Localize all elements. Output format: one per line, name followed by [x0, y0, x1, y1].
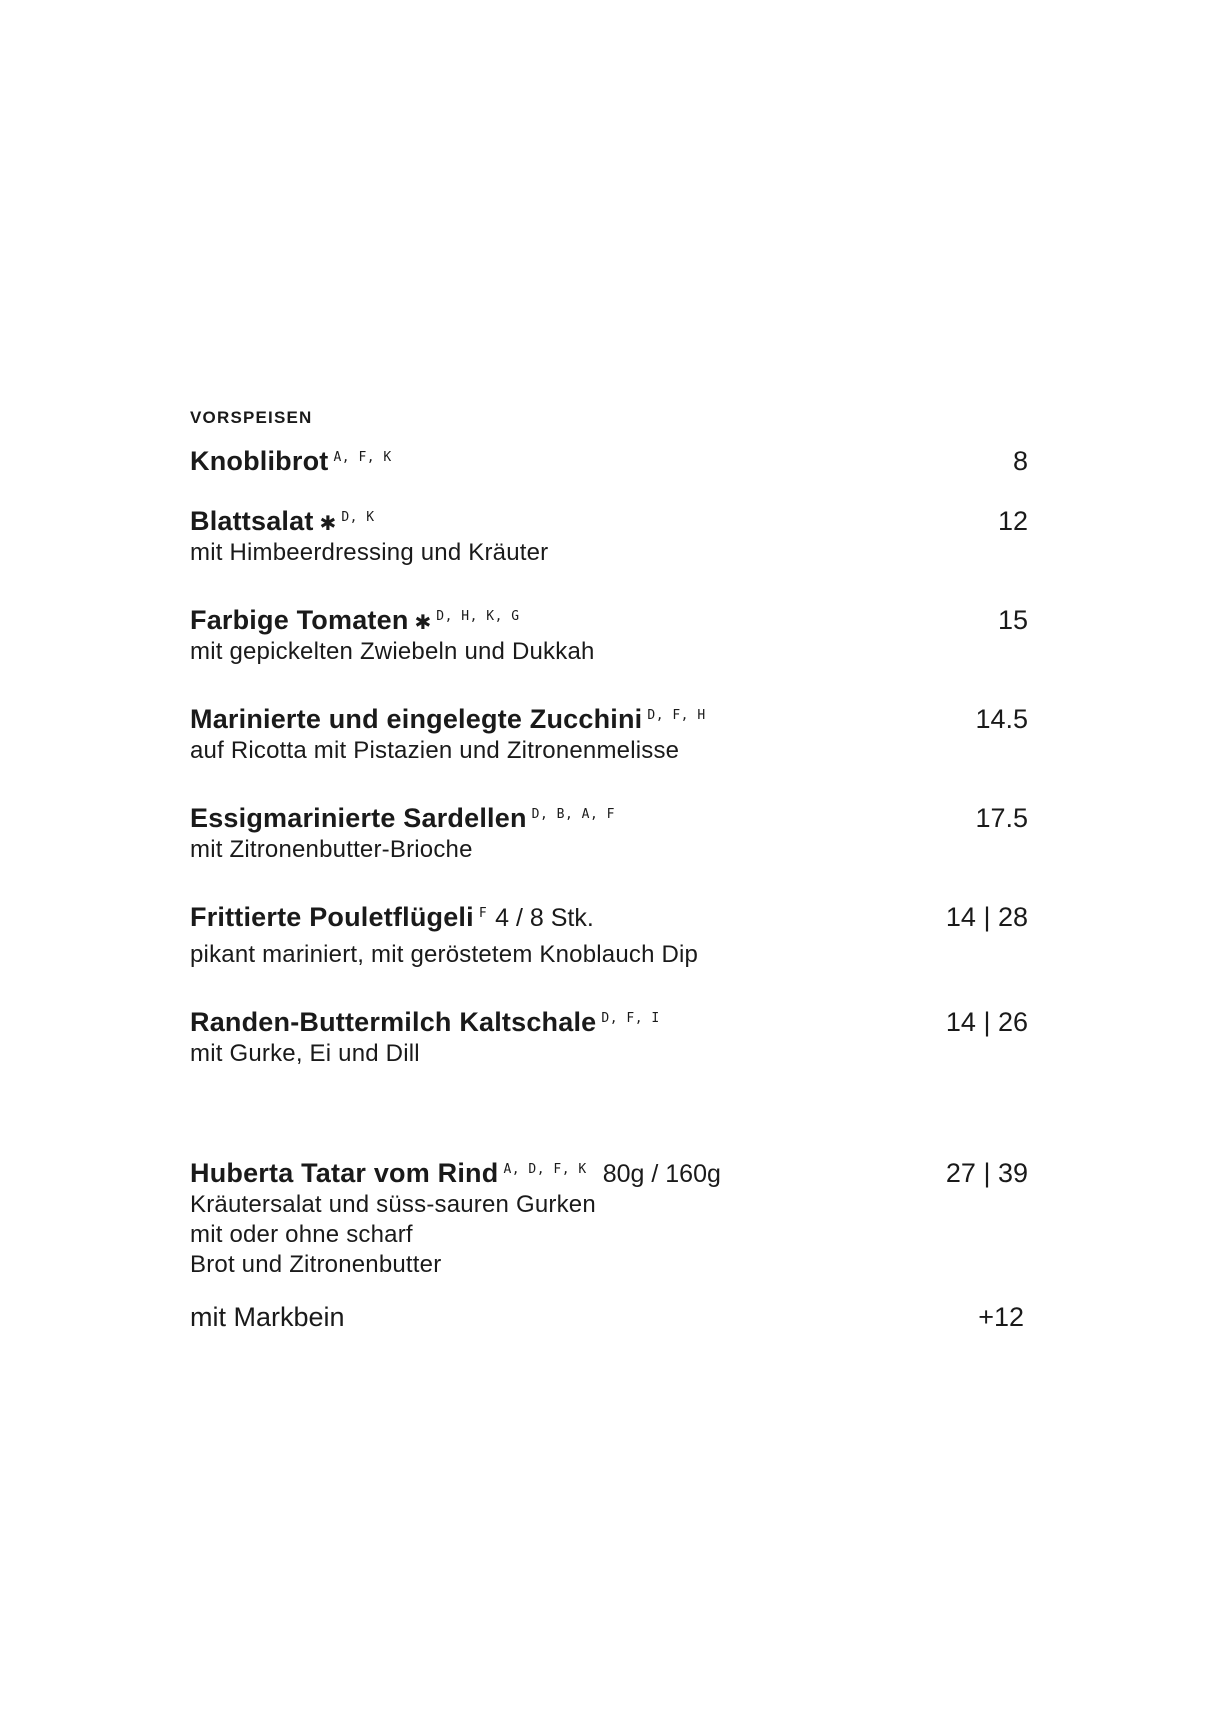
item-name: Frittierte Pouletflügeli — [190, 902, 474, 932]
item-description: Brot und Zitronenbutter — [190, 1251, 442, 1278]
addon-price: +12 — [978, 1302, 1024, 1332]
asterisk-icon: ✱ — [414, 612, 432, 634]
item-title — [190, 605, 520, 636]
allergen-codes: D, B, A, F — [531, 807, 615, 822]
menu-item-knoblibrot — [190, 446, 1028, 477]
menu-item-kaltschale — [190, 1007, 1028, 1068]
item-title — [190, 1007, 660, 1038]
allergen-codes: F — [478, 906, 488, 921]
item-description: auf Ricotta mit Pistazien und Zitronenmelisse — [190, 737, 680, 764]
menu-item-zucchini — [190, 704, 1028, 765]
item-description: mit Zitronenbutter-Brioche — [190, 836, 473, 863]
item-title — [190, 1158, 721, 1189]
allergen-codes: A, F, K — [333, 450, 392, 465]
menu-item-tatar — [190, 1158, 1028, 1279]
item-description: Kräutersalat und süss-sauren Gurken — [190, 1191, 596, 1218]
item-title — [190, 803, 615, 834]
item-price: 27 | 39 — [945, 1158, 1028, 1188]
item-title — [190, 704, 706, 735]
item-price: 14 | 28 — [945, 902, 1028, 932]
item-name: Knoblibrot — [190, 446, 329, 476]
item-name: Randen-Buttermilch Kaltschale — [190, 1007, 597, 1037]
allergen-codes: D, F, H — [647, 708, 706, 723]
allergen-codes: A, D, F, K — [503, 1162, 587, 1177]
item-name: Blattsalat — [190, 506, 314, 536]
item-quantity: 80g / 160g — [602, 1160, 721, 1188]
item-price: 14.5 — [975, 704, 1028, 734]
menu-item-blattsalat — [190, 506, 1028, 567]
item-price: 17.5 — [975, 803, 1028, 833]
asterisk-icon: ✱ — [319, 513, 337, 535]
item-title — [190, 902, 594, 933]
item-price: 12 — [997, 506, 1028, 536]
item-title — [190, 506, 375, 537]
item-description: mit Himbeerdressing und Kräuter — [190, 539, 549, 566]
item-name: Huberta Tatar vom Rind — [190, 1158, 499, 1188]
menu-addon-markbein — [190, 1302, 1028, 1333]
allergen-codes: D, H, K, G — [436, 609, 520, 624]
item-description: mit Gurke, Ei und Dill — [190, 1040, 420, 1067]
allergen-codes: D, K — [341, 510, 375, 525]
addon-label: mit Markbein — [190, 1302, 345, 1332]
allergen-codes: D, F, I — [601, 1011, 660, 1026]
section-title: VORSPEISEN — [190, 408, 313, 427]
menu-item-sardellen — [190, 803, 1028, 864]
menu-item-pouletfluegeli — [190, 902, 1028, 969]
item-description: mit gepickelten Zwiebeln und Dukkah — [190, 638, 595, 665]
item-name: Farbige Tomaten — [190, 605, 409, 635]
item-quantity: 4 / 8 Stk. — [495, 904, 594, 932]
item-price: 15 — [997, 605, 1028, 635]
item-name: Marinierte und eingelegte Zucchini — [190, 704, 643, 734]
item-price: 8 — [1012, 446, 1028, 476]
item-description: pikant mariniert, mit geröstetem Knoblauch Dip — [190, 941, 699, 968]
item-description: mit oder ohne scharf — [190, 1221, 413, 1248]
item-name: Essigmarinierte Sardellen — [190, 803, 527, 833]
item-title — [190, 446, 392, 477]
item-price: 14 | 26 — [945, 1007, 1028, 1037]
menu-item-farbige-tomaten — [190, 605, 1028, 666]
